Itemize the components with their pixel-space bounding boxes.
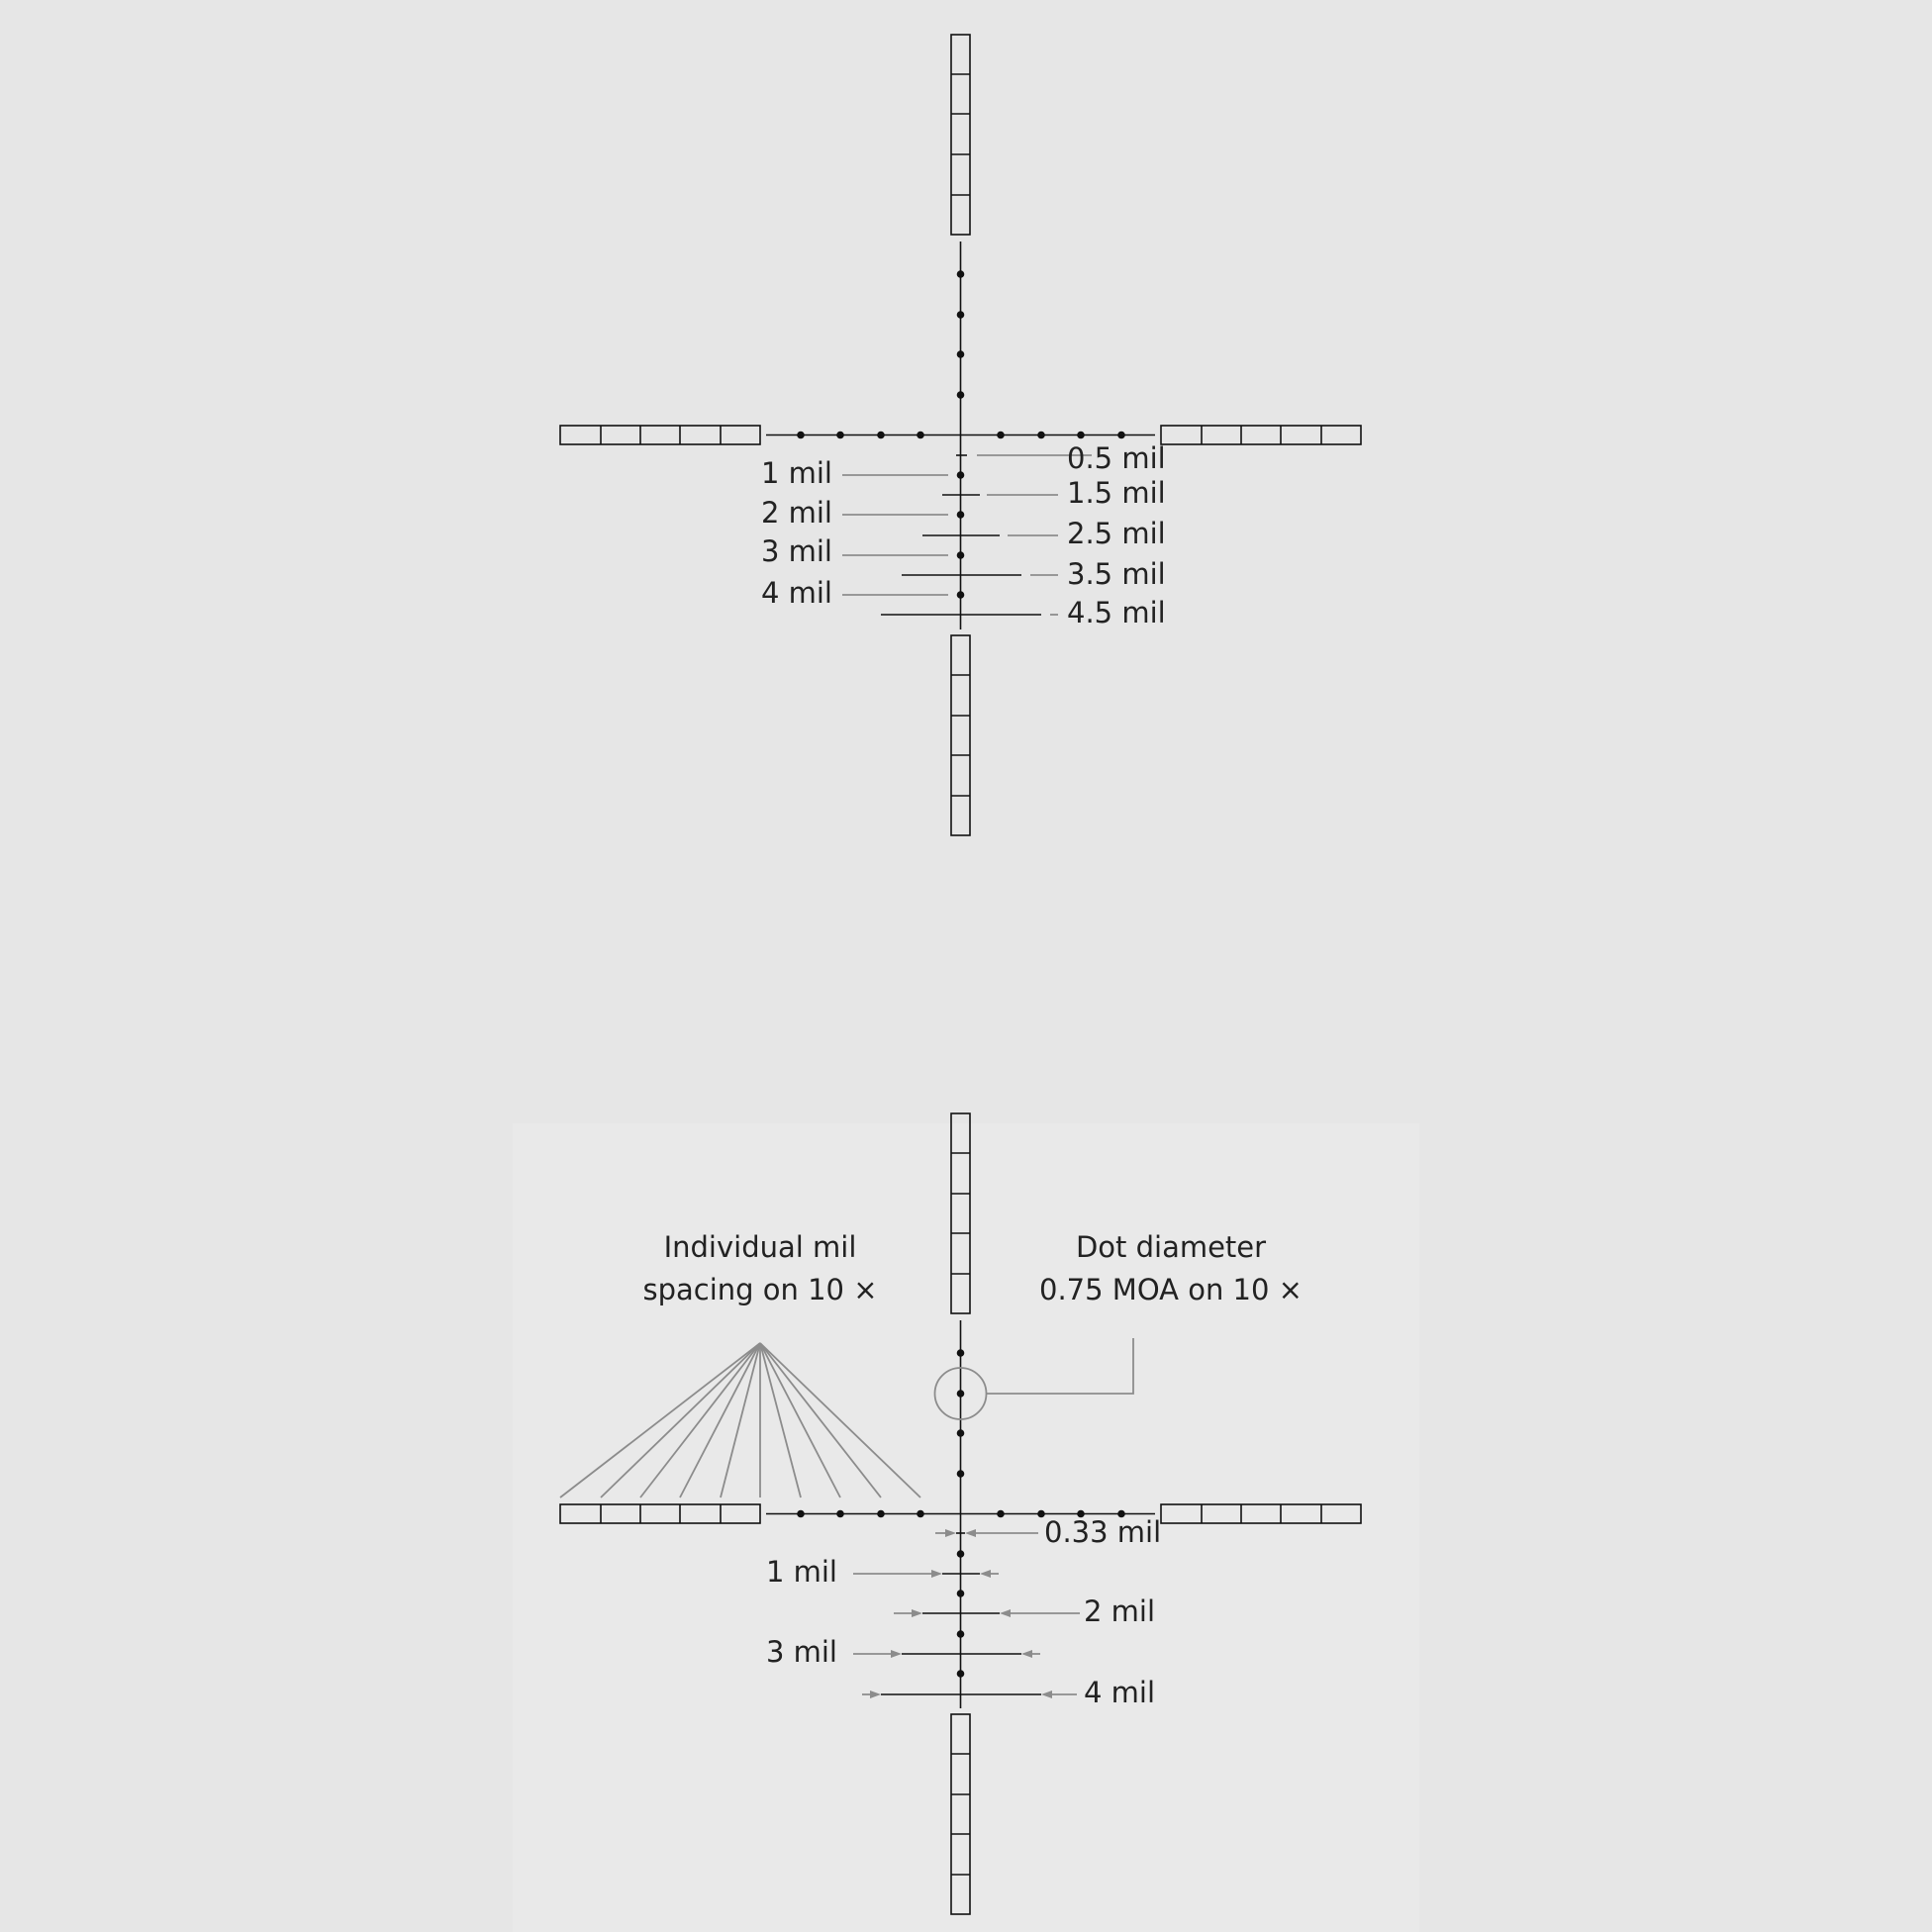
bottom-label-4-mil: 4 mil	[1084, 1676, 1156, 1709]
top-label-2-5-mil: 2.5 mil	[1067, 517, 1166, 550]
top-label-4-mil: 4 mil	[760, 576, 832, 610]
top-reticle	[560, 35, 1361, 835]
spacing-label-line1: Individual mil	[663, 1230, 857, 1264]
lower-panel-background	[513, 1123, 1419, 1932]
top-label-3-5-mil: 3.5 mil	[1067, 557, 1166, 591]
top-post-right	[1161, 426, 1361, 444]
bottom-label-3-mil: 3 mil	[765, 1635, 837, 1669]
top-label-1-5-mil: 1.5 mil	[1067, 476, 1166, 510]
bottom-label-1-mil: 1 mil	[765, 1555, 837, 1589]
top-post-left	[560, 426, 760, 444]
spacing-label-line2: spacing on 10 ×	[642, 1273, 878, 1306]
dot-label-line1: Dot diameter	[1075, 1230, 1267, 1264]
bottom-label-2-mil: 2 mil	[1084, 1594, 1156, 1628]
top-label-2-mil: 2 mil	[760, 496, 832, 530]
bottom-label-0-33-mil: 0.33 mil	[1044, 1515, 1162, 1549]
top-label-3-mil: 3 mil	[760, 534, 832, 568]
top-label-0-5-mil: 0.5 mil	[1067, 441, 1166, 475]
dot-label-line2: 0.75 MOA on 10 ×	[1039, 1273, 1303, 1306]
top-post-down	[951, 635, 970, 835]
top-label-1-mil: 1 mil	[760, 456, 832, 490]
top-label-4-5-mil: 4.5 mil	[1067, 596, 1166, 629]
top-post-up	[951, 35, 970, 235]
